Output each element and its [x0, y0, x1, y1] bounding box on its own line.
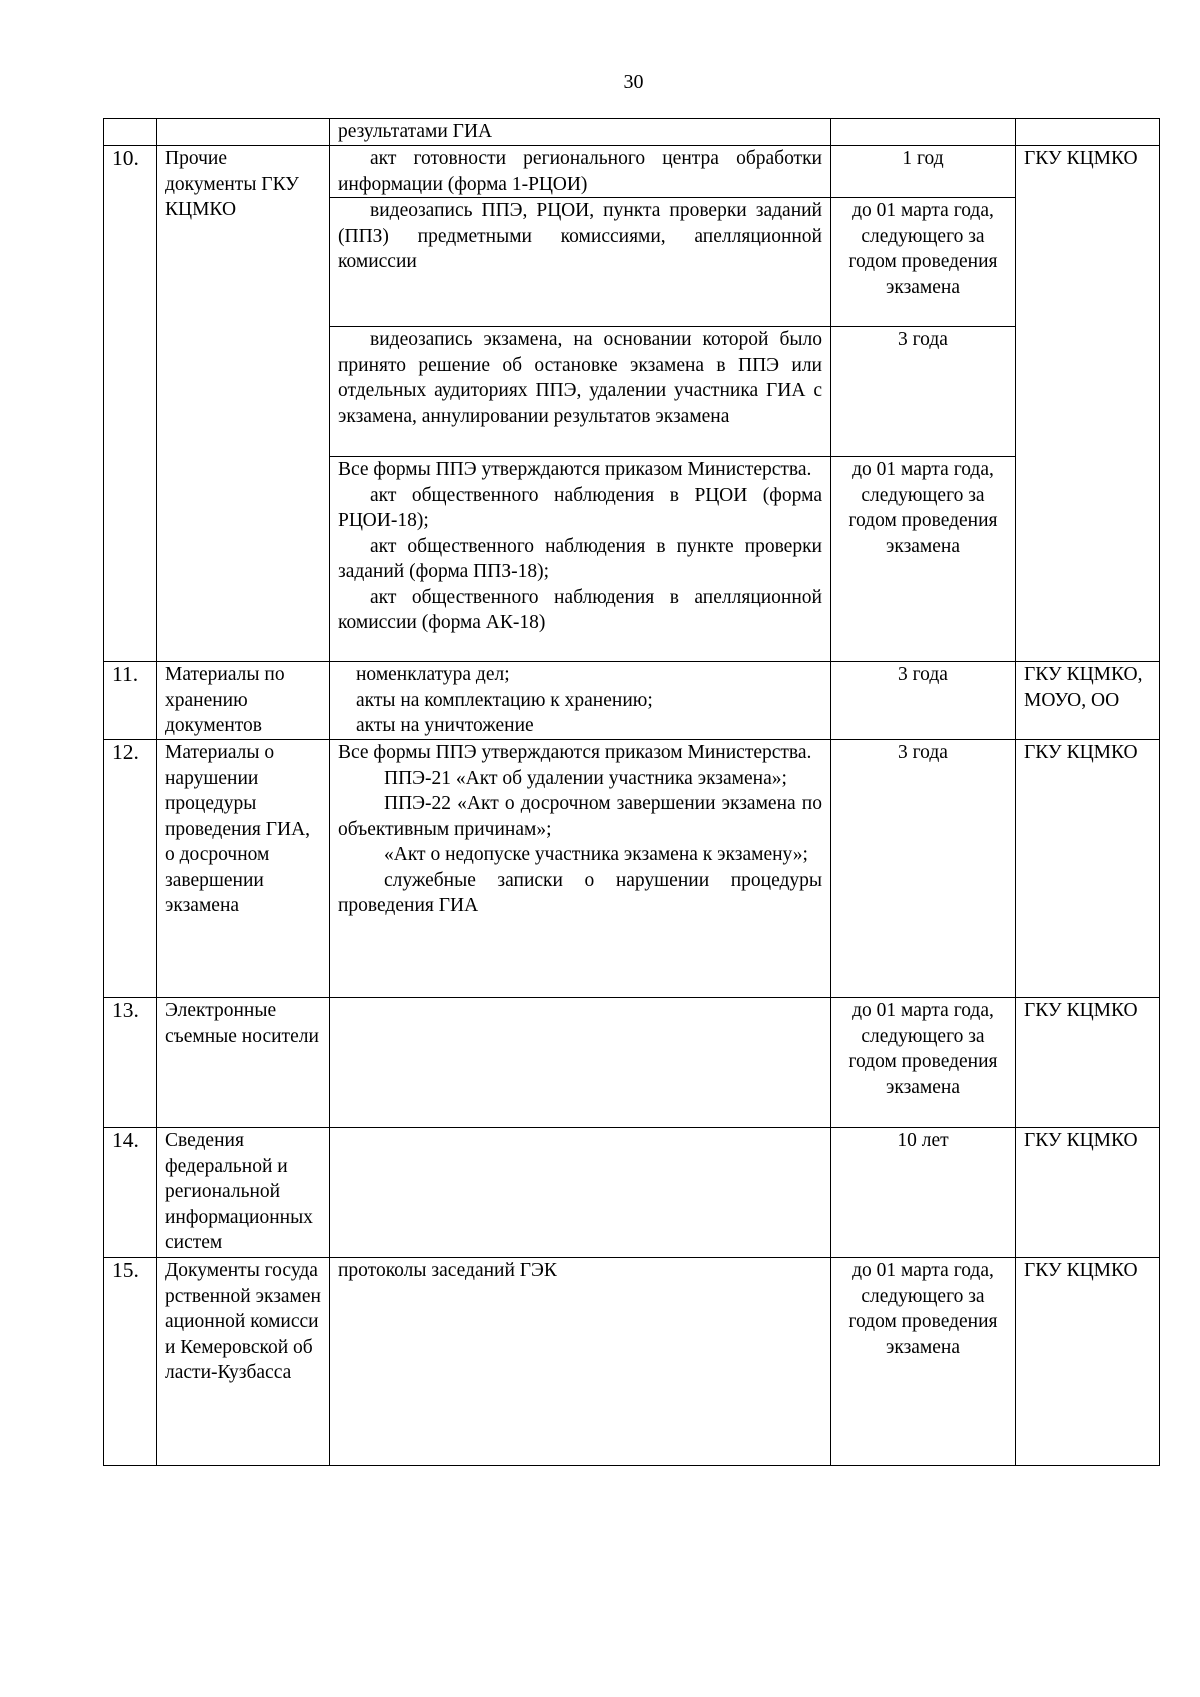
content-intro: Все формы ППЭ утверждаются приказом Министерства.: [338, 459, 812, 480]
responsible-cell: ГКУ КЦМКО: [1016, 1128, 1160, 1258]
content-cell: [330, 998, 831, 1128]
page-number: 30: [623, 71, 644, 93]
content-item: акт общественного наблюдения в апелляционной комиссии (форма АК-18): [338, 586, 822, 633]
period-cell: до 01 марта года, следующего за годом проведения экзамена: [831, 457, 1016, 662]
period-cell: 3 года: [831, 740, 1016, 998]
retention-table: [103, 118, 1160, 1466]
row-number: 15.: [104, 1258, 157, 1466]
table-row-10: [104, 146, 1160, 198]
table-row-continuation: [104, 119, 1160, 146]
period-cell: 3 года: [831, 662, 1016, 740]
content-cell: протоколы заседаний ГЭК: [330, 1258, 831, 1466]
content-intro: Все формы ППЭ утверждаются приказом Министерства.: [338, 742, 812, 763]
content-text: видеозапись ППЭ, РЦОИ, пункта проверки заданий (ППЗ) предметными комиссиями, апелляционной комиссии: [338, 200, 822, 272]
period-cell: 3 года: [831, 327, 1016, 457]
row-number: 13.: [104, 998, 157, 1128]
period-cell: 1 год: [831, 146, 1016, 198]
row-number: 14.: [104, 1128, 157, 1258]
content-item: акт общественного наблюдения в пункте проверки заданий (форма ППЗ-18);: [338, 535, 822, 582]
table-row-14: [104, 1128, 1160, 1258]
content-cell: [330, 1128, 831, 1258]
row-number: 12.: [104, 740, 157, 998]
period-cell: до 01 марта года, следующего за годом проведения экзамена: [831, 198, 1016, 327]
row-number: 10.: [104, 146, 157, 662]
category-cell: Материалы о нарушении процедуры проведения ГИА, о досрочном завершении экзамена: [157, 740, 330, 998]
table-row-15: [104, 1258, 1160, 1466]
period-cell: [831, 119, 1016, 146]
period-cell: до 01 марта года, следующего за годом проведения экзамена: [831, 1258, 1016, 1466]
responsible-cell: ГКУ КЦМКО: [1016, 1258, 1160, 1466]
number-cell: [104, 119, 157, 146]
content-cell: [330, 146, 831, 198]
category-cell: Документы государственной экзаменационной комиссии Кемеровской области-Кузбасса: [157, 1258, 330, 1466]
responsible-cell: ГКУ КЦМКО: [1016, 146, 1160, 662]
responsible-cell: ГКУ КЦМКО: [1016, 998, 1160, 1128]
content-cell: результатами ГИА: [330, 119, 831, 146]
table-row-11: [104, 662, 1160, 740]
category-cell: Прочие документы ГКУ КЦМКО: [157, 146, 330, 662]
period-cell: до 01 марта года, следующего за годом проведения экзамена: [831, 998, 1016, 1128]
content-item: ППЭ-22 «Акт о досрочном завершении экзамена по объективным причинам»;: [338, 793, 822, 840]
table-row-13: [104, 998, 1160, 1128]
content-text: акт готовности регионального центра обработки информации (форма 1-РЦОИ): [338, 148, 822, 195]
content-item: акт общественного наблюдения в РЦОИ (форма РЦОИ-18);: [338, 484, 822, 531]
responsible-cell: ГКУ КЦМКО: [1016, 740, 1160, 998]
content-cell: [330, 327, 831, 457]
content-item: акты на комплектацию к хранению;: [356, 689, 653, 711]
category-cell: Материалы по хранению документов: [157, 662, 330, 740]
category-cell: Сведения федеральной и региональной информационных систем: [157, 1128, 330, 1258]
category-cell: Электронные съемные носители: [157, 998, 330, 1128]
content-item: номенклатура дел;: [356, 664, 510, 685]
content-item: служебные записки о нарушении процедуры проведения ГИА: [338, 869, 822, 916]
responsible-cell: [1016, 119, 1160, 146]
period-cell: 10 лет: [831, 1128, 1016, 1258]
row-number: 11.: [104, 662, 157, 740]
content-cell: [330, 198, 831, 327]
category-cell: [157, 119, 330, 146]
responsible-cell: ГКУ КЦМКО, МОУО, ОО: [1016, 662, 1160, 740]
content-item: акты на уничтожение: [356, 715, 534, 736]
content-item: «Акт о недопуске участника экзамена к экзамену»;: [384, 844, 808, 865]
content-text: видеозапись экзамена, на основании которой было принято решение об остановке экзамена в ППЭ или отдельных аудиториях ППЭ, удалении участника ГИА с экзамена, аннулировании результатов экзамена: [338, 329, 822, 427]
content-cell: [330, 740, 831, 998]
table-row-12: [104, 740, 1160, 998]
content-item: ППЭ-21 «Акт об удалении участника экзамена»;: [384, 767, 787, 789]
content-cell: [330, 662, 831, 740]
content-cell: [330, 457, 831, 662]
